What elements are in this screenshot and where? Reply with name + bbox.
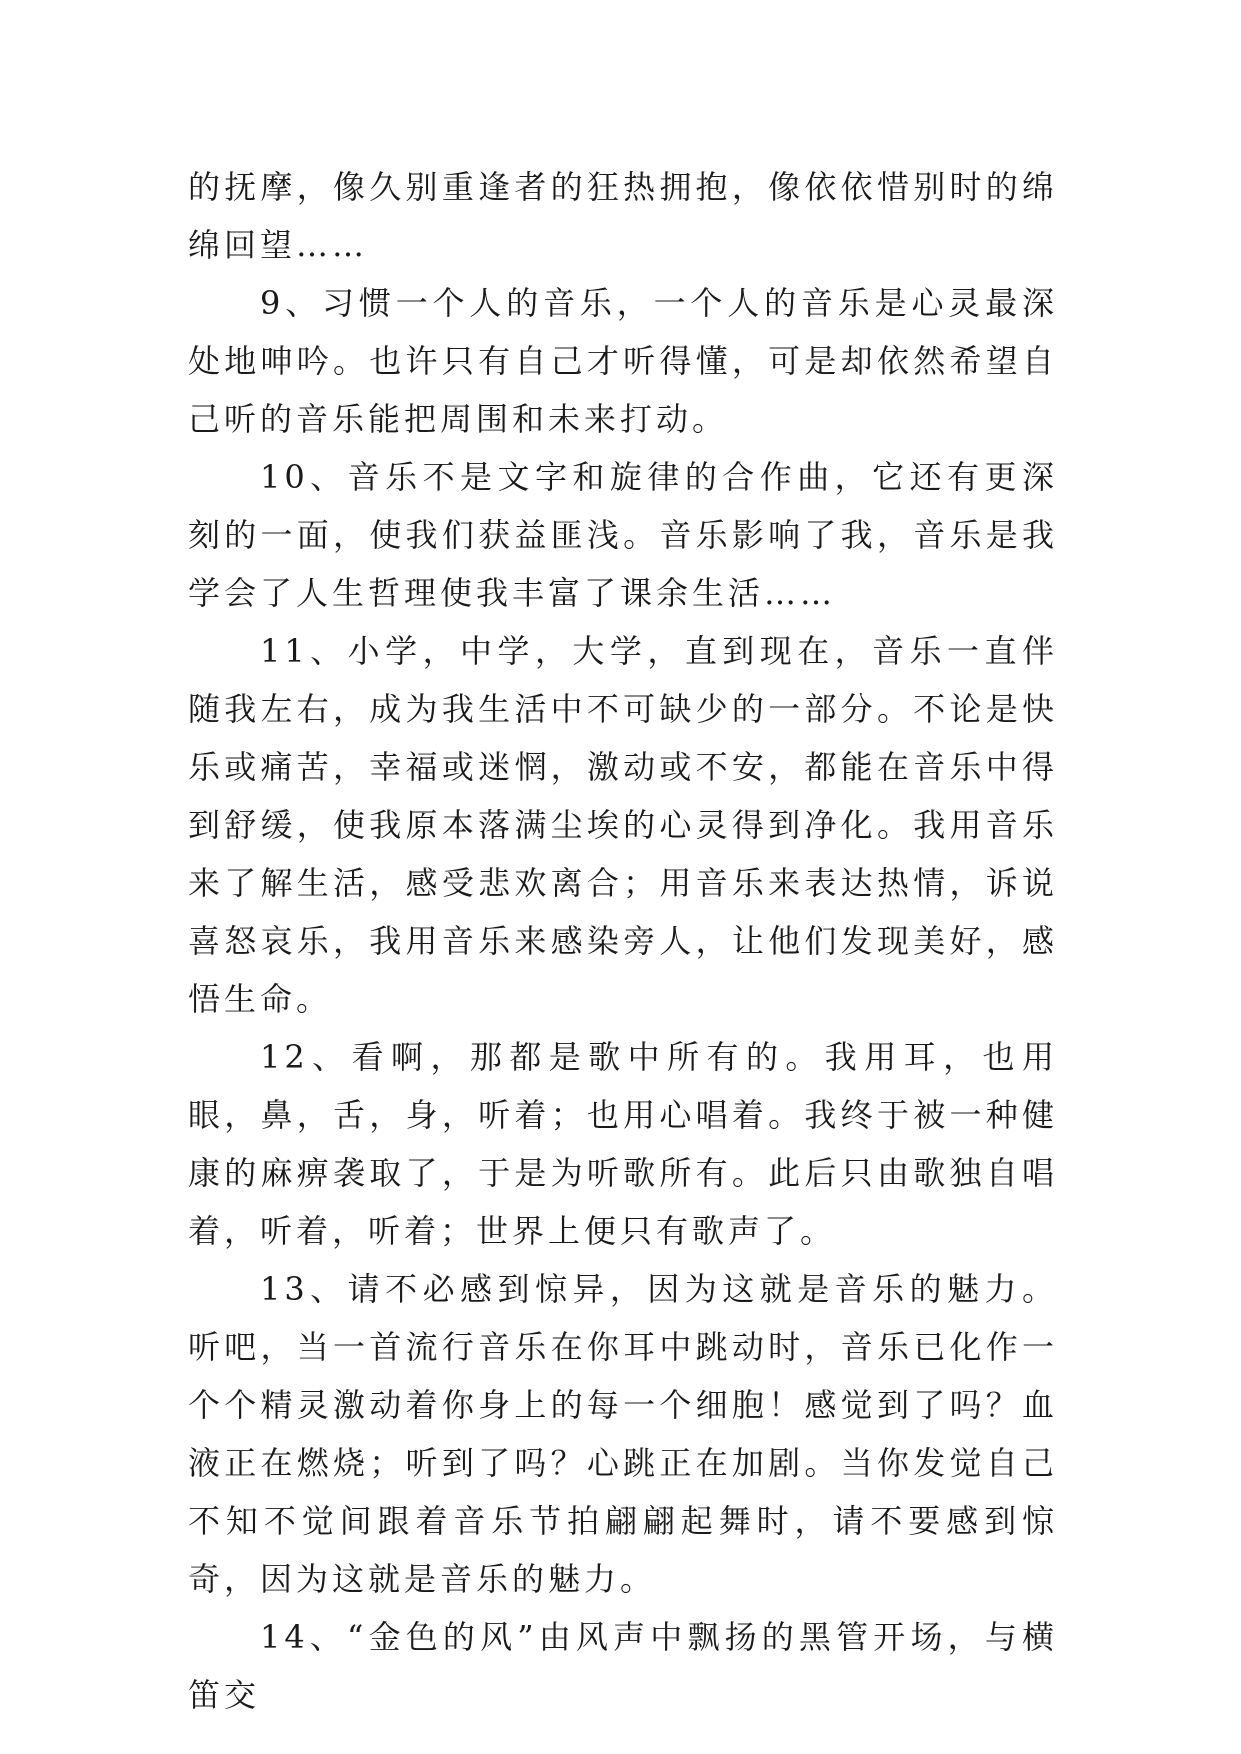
paragraph: 9、习惯一个人的音乐，一个人的音乐是心灵最深处地呻吟。也许只有自己才听得懂，可是却依然希望自己听的音乐能把周围和未来打动。 xyxy=(188,284,1058,438)
paragraph: 14、“金色的风”由风声中飘扬的黑管开场，与横笛交 xyxy=(188,1618,1058,1714)
paragraph: 的抚摩，像久别重逢者的狂热拥抱，像依依惜别时的绵绵回望…… xyxy=(188,168,1058,264)
paragraph: 10、音乐不是文字和旋律的合作曲，它还有更深刻的一面，使我们获益匪浅。音乐影响了我，音乐是我学会了人生哲理使我丰富了课余生活…… xyxy=(188,458,1058,612)
paragraph: 12、看啊，那都是歌中所有的。我用耳，也用眼，鼻，舌，身，听着；也用心唱着。我终于被一种健康的麻痹袭取了，于是为听歌所有。此后只由歌独自唱着，听着，听着；世界上便只有歌声了。 xyxy=(188,1038,1058,1250)
document-body xyxy=(188,158,1058,1724)
paragraph: 13、请不必感到惊异，因为这就是音乐的魅力。听吧，当一首流行音乐在你耳中跳动时，音乐已化作一个个精灵激动着你身上的每一个细胞！感觉到了吗？血液正在燃烧；听到了吗？心跳正在加剧。当你发觉自己不知不觉间跟着音乐节拍翩翩起舞时，请不要感到惊奇，因为这就是音乐的魅力。 xyxy=(188,1270,1058,1598)
paragraph: 11、小学，中学，大学，直到现在，音乐一直伴随我左右，成为我生活中不可缺少的一部分。不论是快乐或痛苦，幸福或迷惘，激动或不安，都能在音乐中得到舒缓，使我原本落满尘埃的心灵得到净化。我用音乐来了解生活，感受悲欢离合；用音乐来表达热情，诉说喜怒哀乐，我用音乐来感染旁人，让他们发现美好，感悟生命。 xyxy=(188,632,1058,1018)
